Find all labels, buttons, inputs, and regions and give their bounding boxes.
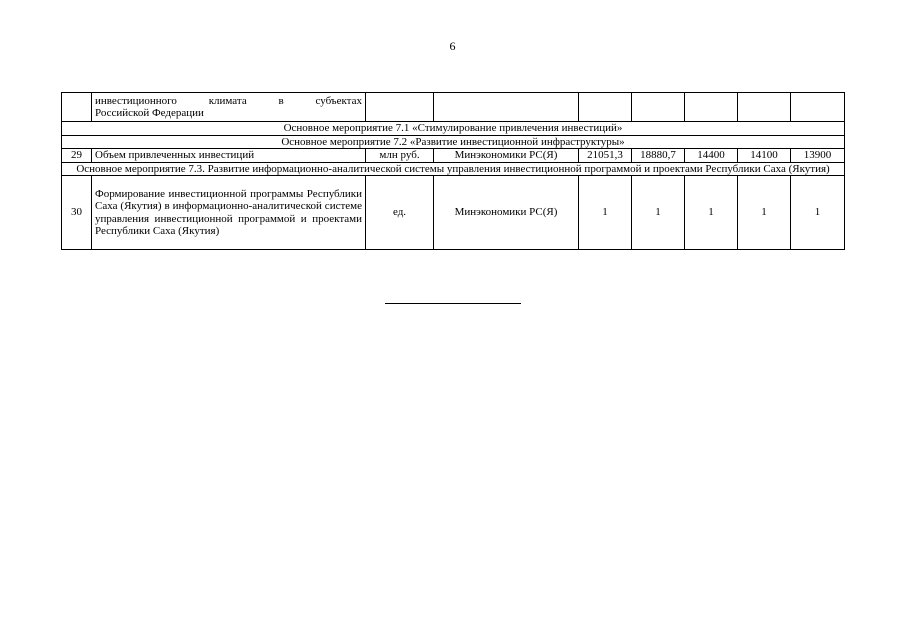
section-row-7-1 (62, 122, 845, 136)
cell-row-number: 30 (62, 176, 92, 250)
section-heading-7-3: Основное мероприятие 7.3. Развитие информационно-аналитической системы управления инвестиционной программой и проектами Республики Саха (Якутия) (62, 162, 845, 176)
section-heading-7-2: Основное мероприятие 7.2 «Развитие инвестиционной инфраструктуры» (62, 135, 845, 149)
end-divider-line (385, 303, 521, 304)
cell-value-year-3: 14400 (685, 149, 738, 163)
indicator-name-line2: Российской Федерации (95, 107, 204, 119)
cell-unit: ед. (366, 176, 434, 250)
section-row-7-2 (62, 135, 845, 149)
indicator-name-line1: инвестиционного климата в субъектах (95, 94, 362, 107)
cell-indicator-name: Объем привлеченных инвестиций (92, 149, 366, 163)
cell-value-empty (738, 93, 791, 122)
cell-indicator-name-continued (92, 93, 366, 122)
indicators-table (61, 92, 845, 250)
cell-value-empty (632, 93, 685, 122)
cell-indicator-name: Формирование инвестиционной программы Республики Саха (Якутия) в информационно-аналитической системе управления инвестиционной программой и проектами Республики Саха (Якутия) (92, 176, 366, 250)
table-row-29 (62, 149, 845, 163)
table-row-continued (62, 93, 845, 122)
cell-value-empty (685, 93, 738, 122)
cell-num-empty (62, 93, 92, 122)
section-row-7-3 (62, 162, 845, 176)
cell-row-number: 29 (62, 149, 92, 163)
cell-value-year-1: 1 (579, 176, 632, 250)
cell-value-year-2: 18880,7 (632, 149, 685, 163)
page-number: 6 (449, 39, 456, 53)
cell-value-year-5: 13900 (791, 149, 845, 163)
cell-responsible: Минэкономики РС(Я) (434, 176, 579, 250)
cell-unit-empty (366, 93, 434, 122)
cell-value-year-4: 14100 (738, 149, 791, 163)
cell-value-year-4: 1 (738, 176, 791, 250)
cell-value-empty (791, 93, 845, 122)
cell-responsible: Минэкономики РС(Я) (434, 149, 579, 163)
table-row-30 (62, 176, 845, 250)
cell-value-year-2: 1 (632, 176, 685, 250)
section-heading-7-1: Основное мероприятие 7.1 «Стимулирование привлечения инвестиций» (62, 122, 845, 136)
cell-responsible-empty (434, 93, 579, 122)
cell-value-empty (579, 93, 632, 122)
cell-unit: млн руб. (366, 149, 434, 163)
cell-value-year-3: 1 (685, 176, 738, 250)
cell-value-year-5: 1 (791, 176, 845, 250)
cell-value-year-1: 21051,3 (579, 149, 632, 163)
